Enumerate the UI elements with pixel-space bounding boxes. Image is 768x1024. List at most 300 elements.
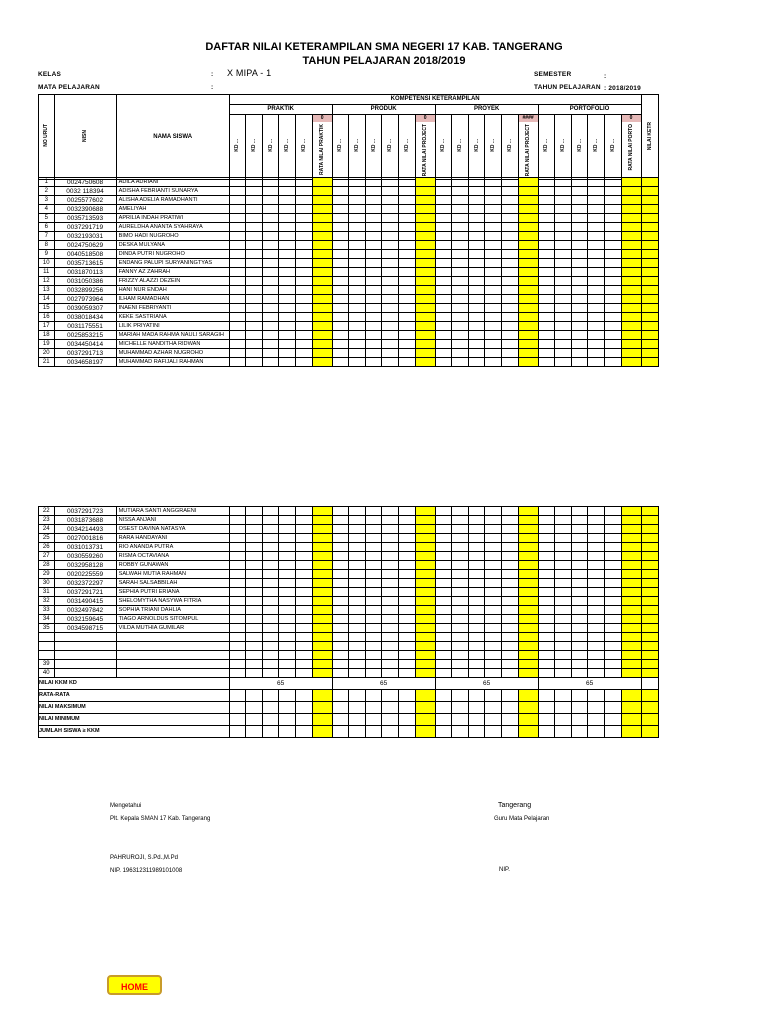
grade-cell[interactable] <box>604 313 621 322</box>
grade-cell[interactable] <box>415 178 435 187</box>
grade-cell[interactable] <box>468 516 485 525</box>
grade-cell[interactable] <box>485 277 502 286</box>
grade-cell[interactable] <box>399 268 416 277</box>
grade-cell[interactable] <box>349 579 366 588</box>
grade-cell[interactable] <box>502 232 519 241</box>
grade-cell[interactable] <box>538 241 555 250</box>
grade-cell[interactable] <box>382 295 399 304</box>
grade-cell[interactable] <box>588 669 605 678</box>
grade-cell[interactable] <box>502 250 519 259</box>
grade-cell[interactable] <box>588 196 605 205</box>
grade-cell[interactable] <box>468 552 485 561</box>
grade-cell[interactable] <box>296 187 313 196</box>
grade-cell[interactable] <box>296 507 313 516</box>
grade-cell[interactable] <box>415 313 435 322</box>
grade-cell[interactable] <box>518 588 538 597</box>
grade-cell[interactable] <box>571 516 588 525</box>
grade-cell[interactable] <box>399 322 416 331</box>
grade-cell[interactable] <box>468 232 485 241</box>
grade-cell[interactable] <box>349 277 366 286</box>
grade-cell[interactable] <box>518 187 538 196</box>
grade-cell[interactable] <box>279 187 296 196</box>
grade-cell[interactable] <box>312 525 332 534</box>
grade-cell[interactable] <box>312 304 332 313</box>
grade-cell[interactable] <box>435 331 452 340</box>
grade-cell[interactable] <box>571 214 588 223</box>
grade-cell[interactable] <box>349 651 366 660</box>
grade-cell[interactable] <box>555 525 572 534</box>
grade-cell[interactable] <box>382 507 399 516</box>
grade-cell[interactable] <box>382 651 399 660</box>
grade-cell[interactable] <box>229 268 246 277</box>
grade-cell[interactable] <box>555 304 572 313</box>
grade-cell[interactable] <box>312 615 332 624</box>
grade-cell[interactable] <box>382 543 399 552</box>
grade-cell[interactable] <box>332 187 349 196</box>
grade-cell[interactable] <box>435 205 452 214</box>
grade-cell[interactable] <box>485 331 502 340</box>
grade-cell[interactable] <box>538 525 555 534</box>
grade-cell[interactable] <box>382 642 399 651</box>
grade-cell[interactable] <box>435 187 452 196</box>
grade-cell[interactable] <box>415 205 435 214</box>
grade-cell[interactable] <box>468 178 485 187</box>
grade-cell[interactable] <box>262 259 279 268</box>
grade-cell[interactable] <box>555 552 572 561</box>
grade-cell[interactable] <box>262 624 279 633</box>
grade-cell[interactable] <box>332 669 349 678</box>
grade-cell[interactable] <box>382 232 399 241</box>
grade-cell[interactable] <box>332 606 349 615</box>
grade-cell[interactable] <box>382 570 399 579</box>
grade-cell[interactable] <box>312 624 332 633</box>
grade-cell[interactable] <box>571 349 588 358</box>
grade-cell[interactable] <box>279 588 296 597</box>
grade-cell[interactable] <box>621 534 641 543</box>
grade-cell[interactable] <box>571 525 588 534</box>
grade-cell[interactable] <box>399 669 416 678</box>
grade-cell[interactable] <box>538 642 555 651</box>
grade-cell[interactable] <box>296 606 313 615</box>
grade-cell[interactable] <box>485 669 502 678</box>
grade-cell[interactable] <box>588 250 605 259</box>
grade-cell[interactable] <box>246 507 263 516</box>
grade-cell[interactable] <box>382 205 399 214</box>
grade-cell[interactable] <box>538 295 555 304</box>
grade-cell[interactable] <box>452 313 469 322</box>
grade-cell[interactable] <box>502 525 519 534</box>
grade-cell[interactable] <box>555 651 572 660</box>
grade-cell[interactable] <box>279 349 296 358</box>
grade-cell[interactable] <box>312 178 332 187</box>
grade-cell[interactable] <box>571 561 588 570</box>
grade-cell[interactable] <box>555 340 572 349</box>
grade-cell[interactable] <box>555 597 572 606</box>
grade-cell[interactable] <box>468 543 485 552</box>
grade-cell[interactable] <box>332 660 349 669</box>
grade-cell[interactable] <box>382 313 399 322</box>
grade-cell[interactable] <box>538 615 555 624</box>
grade-cell[interactable] <box>604 304 621 313</box>
grade-cell[interactable] <box>435 543 452 552</box>
grade-cell[interactable] <box>435 588 452 597</box>
grade-cell[interactable] <box>588 178 605 187</box>
grade-cell[interactable] <box>415 507 435 516</box>
grade-cell[interactable] <box>279 196 296 205</box>
grade-cell[interactable] <box>485 507 502 516</box>
grade-cell[interactable] <box>468 615 485 624</box>
grade-cell[interactable] <box>229 295 246 304</box>
grade-cell[interactable] <box>485 196 502 205</box>
grade-cell[interactable] <box>555 214 572 223</box>
grade-cell[interactable] <box>452 606 469 615</box>
grade-cell[interactable] <box>399 507 416 516</box>
grade-cell[interactable] <box>349 507 366 516</box>
grade-cell[interactable] <box>435 214 452 223</box>
grade-cell[interactable] <box>415 331 435 340</box>
grade-cell[interactable] <box>296 322 313 331</box>
grade-cell[interactable] <box>279 570 296 579</box>
grade-cell[interactable] <box>262 196 279 205</box>
grade-cell[interactable] <box>502 277 519 286</box>
grade-cell[interactable] <box>262 340 279 349</box>
grade-cell[interactable] <box>621 241 641 250</box>
grade-cell[interactable] <box>246 223 263 232</box>
grade-cell[interactable] <box>452 295 469 304</box>
grade-cell[interactable] <box>452 543 469 552</box>
grade-cell[interactable] <box>382 268 399 277</box>
grade-cell[interactable] <box>641 268 659 277</box>
grade-cell[interactable] <box>518 597 538 606</box>
grade-cell[interactable] <box>538 534 555 543</box>
grade-cell[interactable] <box>279 579 296 588</box>
grade-cell[interactable] <box>604 187 621 196</box>
grade-cell[interactable] <box>518 295 538 304</box>
grade-cell[interactable] <box>415 340 435 349</box>
grade-cell[interactable] <box>246 570 263 579</box>
grade-cell[interactable] <box>571 358 588 367</box>
grade-cell[interactable] <box>571 295 588 304</box>
grade-cell[interactable] <box>435 579 452 588</box>
grade-cell[interactable] <box>485 660 502 669</box>
grade-cell[interactable] <box>588 241 605 250</box>
grade-cell[interactable] <box>296 570 313 579</box>
grade-cell[interactable] <box>571 313 588 322</box>
grade-cell[interactable] <box>312 241 332 250</box>
grade-cell[interactable] <box>621 597 641 606</box>
grade-cell[interactable] <box>415 250 435 259</box>
grade-cell[interactable] <box>435 561 452 570</box>
grade-cell[interactable] <box>538 543 555 552</box>
grade-cell[interactable] <box>452 259 469 268</box>
grade-cell[interactable] <box>349 543 366 552</box>
grade-cell[interactable] <box>415 223 435 232</box>
grade-cell[interactable] <box>415 232 435 241</box>
grade-cell[interactable] <box>365 223 382 232</box>
grade-cell[interactable] <box>296 232 313 241</box>
grade-cell[interactable] <box>452 250 469 259</box>
grade-cell[interactable] <box>415 579 435 588</box>
grade-cell[interactable] <box>538 277 555 286</box>
grade-cell[interactable] <box>382 223 399 232</box>
grade-cell[interactable] <box>349 313 366 322</box>
grade-cell[interactable] <box>485 534 502 543</box>
grade-cell[interactable] <box>382 196 399 205</box>
grade-cell[interactable] <box>435 615 452 624</box>
grade-cell[interactable] <box>641 223 659 232</box>
grade-cell[interactable] <box>312 187 332 196</box>
grade-cell[interactable] <box>588 597 605 606</box>
grade-cell[interactable] <box>604 241 621 250</box>
grade-cell[interactable] <box>349 223 366 232</box>
grade-cell[interactable] <box>365 268 382 277</box>
grade-cell[interactable] <box>502 178 519 187</box>
grade-cell[interactable] <box>518 525 538 534</box>
grade-cell[interactable] <box>485 624 502 633</box>
grade-cell[interactable] <box>588 552 605 561</box>
grade-cell[interactable] <box>485 304 502 313</box>
grade-cell[interactable] <box>229 340 246 349</box>
grade-cell[interactable] <box>332 259 349 268</box>
grade-cell[interactable] <box>518 277 538 286</box>
grade-cell[interactable] <box>641 588 659 597</box>
grade-cell[interactable] <box>246 322 263 331</box>
grade-cell[interactable] <box>588 570 605 579</box>
grade-cell[interactable] <box>349 525 366 534</box>
grade-cell[interactable] <box>538 340 555 349</box>
grade-cell[interactable] <box>518 223 538 232</box>
grade-cell[interactable] <box>588 525 605 534</box>
grade-cell[interactable] <box>246 340 263 349</box>
grade-cell[interactable] <box>621 322 641 331</box>
grade-cell[interactable] <box>296 651 313 660</box>
grade-cell[interactable] <box>365 259 382 268</box>
grade-cell[interactable] <box>468 277 485 286</box>
grade-cell[interactable] <box>452 597 469 606</box>
grade-cell[interactable] <box>296 660 313 669</box>
grade-cell[interactable] <box>485 349 502 358</box>
grade-cell[interactable] <box>365 669 382 678</box>
grade-cell[interactable] <box>571 340 588 349</box>
grade-cell[interactable] <box>399 633 416 642</box>
grade-cell[interactable] <box>452 633 469 642</box>
grade-cell[interactable] <box>468 241 485 250</box>
grade-cell[interactable] <box>435 507 452 516</box>
grade-cell[interactable] <box>262 187 279 196</box>
grade-cell[interactable] <box>365 579 382 588</box>
grade-cell[interactable] <box>485 552 502 561</box>
grade-cell[interactable] <box>538 223 555 232</box>
grade-cell[interactable] <box>279 304 296 313</box>
grade-cell[interactable] <box>502 507 519 516</box>
grade-cell[interactable] <box>246 552 263 561</box>
grade-cell[interactable] <box>246 606 263 615</box>
grade-cell[interactable] <box>332 534 349 543</box>
grade-cell[interactable] <box>555 660 572 669</box>
grade-cell[interactable] <box>538 313 555 322</box>
grade-cell[interactable] <box>468 187 485 196</box>
grade-cell[interactable] <box>262 660 279 669</box>
grade-cell[interactable] <box>365 516 382 525</box>
grade-cell[interactable] <box>279 178 296 187</box>
grade-cell[interactable] <box>604 561 621 570</box>
grade-cell[interactable] <box>229 516 246 525</box>
grade-cell[interactable] <box>502 313 519 322</box>
grade-cell[interactable] <box>621 588 641 597</box>
grade-cell[interactable] <box>349 178 366 187</box>
grade-cell[interactable] <box>538 507 555 516</box>
grade-cell[interactable] <box>349 304 366 313</box>
grade-cell[interactable] <box>518 534 538 543</box>
grade-cell[interactable] <box>641 597 659 606</box>
grade-cell[interactable] <box>332 624 349 633</box>
grade-cell[interactable] <box>571 268 588 277</box>
grade-cell[interactable] <box>229 286 246 295</box>
grade-cell[interactable] <box>452 241 469 250</box>
grade-cell[interactable] <box>296 633 313 642</box>
grade-cell[interactable] <box>452 205 469 214</box>
grade-cell[interactable] <box>588 660 605 669</box>
grade-cell[interactable] <box>571 642 588 651</box>
grade-cell[interactable] <box>262 552 279 561</box>
grade-cell[interactable] <box>312 295 332 304</box>
grade-cell[interactable] <box>485 223 502 232</box>
grade-cell[interactable] <box>262 268 279 277</box>
grade-cell[interactable] <box>415 349 435 358</box>
grade-cell[interactable] <box>452 331 469 340</box>
grade-cell[interactable] <box>279 651 296 660</box>
grade-cell[interactable] <box>435 552 452 561</box>
grade-cell[interactable] <box>485 588 502 597</box>
grade-cell[interactable] <box>229 259 246 268</box>
grade-cell[interactable] <box>641 534 659 543</box>
grade-cell[interactable] <box>518 340 538 349</box>
grade-cell[interactable] <box>588 507 605 516</box>
grade-cell[interactable] <box>502 322 519 331</box>
grade-cell[interactable] <box>296 331 313 340</box>
grade-cell[interactable] <box>604 358 621 367</box>
grade-cell[interactable] <box>468 507 485 516</box>
grade-cell[interactable] <box>621 624 641 633</box>
grade-cell[interactable] <box>555 232 572 241</box>
grade-cell[interactable] <box>452 277 469 286</box>
grade-cell[interactable] <box>604 570 621 579</box>
grade-cell[interactable] <box>279 358 296 367</box>
grade-cell[interactable] <box>246 615 263 624</box>
grade-cell[interactable] <box>365 340 382 349</box>
grade-cell[interactable] <box>229 313 246 322</box>
grade-cell[interactable] <box>246 561 263 570</box>
grade-cell[interactable] <box>296 534 313 543</box>
grade-cell[interactable] <box>279 597 296 606</box>
grade-cell[interactable] <box>538 552 555 561</box>
grade-cell[interactable] <box>518 516 538 525</box>
grade-cell[interactable] <box>246 214 263 223</box>
grade-cell[interactable] <box>538 358 555 367</box>
grade-cell[interactable] <box>641 340 659 349</box>
grade-cell[interactable] <box>296 588 313 597</box>
grade-cell[interactable] <box>365 322 382 331</box>
grade-cell[interactable] <box>246 259 263 268</box>
grade-cell[interactable] <box>415 322 435 331</box>
grade-cell[interactable] <box>399 223 416 232</box>
grade-cell[interactable] <box>485 597 502 606</box>
grade-cell[interactable] <box>604 349 621 358</box>
grade-cell[interactable] <box>485 295 502 304</box>
grade-cell[interactable] <box>571 304 588 313</box>
grade-cell[interactable] <box>296 214 313 223</box>
grade-cell[interactable] <box>365 232 382 241</box>
grade-cell[interactable] <box>399 196 416 205</box>
grade-cell[interactable] <box>468 268 485 277</box>
grade-cell[interactable] <box>518 570 538 579</box>
grade-cell[interactable] <box>279 205 296 214</box>
grade-cell[interactable] <box>296 624 313 633</box>
grade-cell[interactable] <box>415 624 435 633</box>
grade-cell[interactable] <box>468 196 485 205</box>
grade-cell[interactable] <box>262 349 279 358</box>
grade-cell[interactable] <box>262 322 279 331</box>
grade-cell[interactable] <box>262 295 279 304</box>
grade-cell[interactable] <box>296 295 313 304</box>
grade-cell[interactable] <box>312 331 332 340</box>
grade-cell[interactable] <box>399 286 416 295</box>
grade-cell[interactable] <box>571 588 588 597</box>
grade-cell[interactable] <box>641 187 659 196</box>
grade-cell[interactable] <box>571 624 588 633</box>
grade-cell[interactable] <box>555 561 572 570</box>
grade-cell[interactable] <box>555 534 572 543</box>
grade-cell[interactable] <box>415 196 435 205</box>
grade-cell[interactable] <box>571 187 588 196</box>
grade-cell[interactable] <box>485 259 502 268</box>
grade-cell[interactable] <box>229 561 246 570</box>
grade-cell[interactable] <box>555 624 572 633</box>
grade-cell[interactable] <box>279 286 296 295</box>
grade-cell[interactable] <box>279 259 296 268</box>
grade-cell[interactable] <box>296 196 313 205</box>
grade-cell[interactable] <box>399 606 416 615</box>
grade-cell[interactable] <box>452 349 469 358</box>
grade-cell[interactable] <box>518 331 538 340</box>
grade-cell[interactable] <box>485 606 502 615</box>
grade-cell[interactable] <box>332 570 349 579</box>
grade-cell[interactable] <box>588 561 605 570</box>
grade-cell[interactable] <box>604 214 621 223</box>
grade-cell[interactable] <box>312 579 332 588</box>
grade-cell[interactable] <box>399 534 416 543</box>
grade-cell[interactable] <box>279 232 296 241</box>
grade-cell[interactable] <box>332 516 349 525</box>
grade-cell[interactable] <box>296 358 313 367</box>
grade-cell[interactable] <box>641 633 659 642</box>
grade-cell[interactable] <box>518 606 538 615</box>
grade-cell[interactable] <box>332 579 349 588</box>
grade-cell[interactable] <box>588 606 605 615</box>
grade-cell[interactable] <box>571 543 588 552</box>
grade-cell[interactable] <box>229 205 246 214</box>
grade-cell[interactable] <box>246 331 263 340</box>
grade-cell[interactable] <box>518 196 538 205</box>
grade-cell[interactable] <box>604 268 621 277</box>
grade-cell[interactable] <box>502 286 519 295</box>
grade-cell[interactable] <box>382 322 399 331</box>
grade-cell[interactable] <box>332 597 349 606</box>
grade-cell[interactable] <box>468 358 485 367</box>
grade-cell[interactable] <box>555 250 572 259</box>
grade-cell[interactable] <box>435 259 452 268</box>
grade-cell[interactable] <box>555 570 572 579</box>
